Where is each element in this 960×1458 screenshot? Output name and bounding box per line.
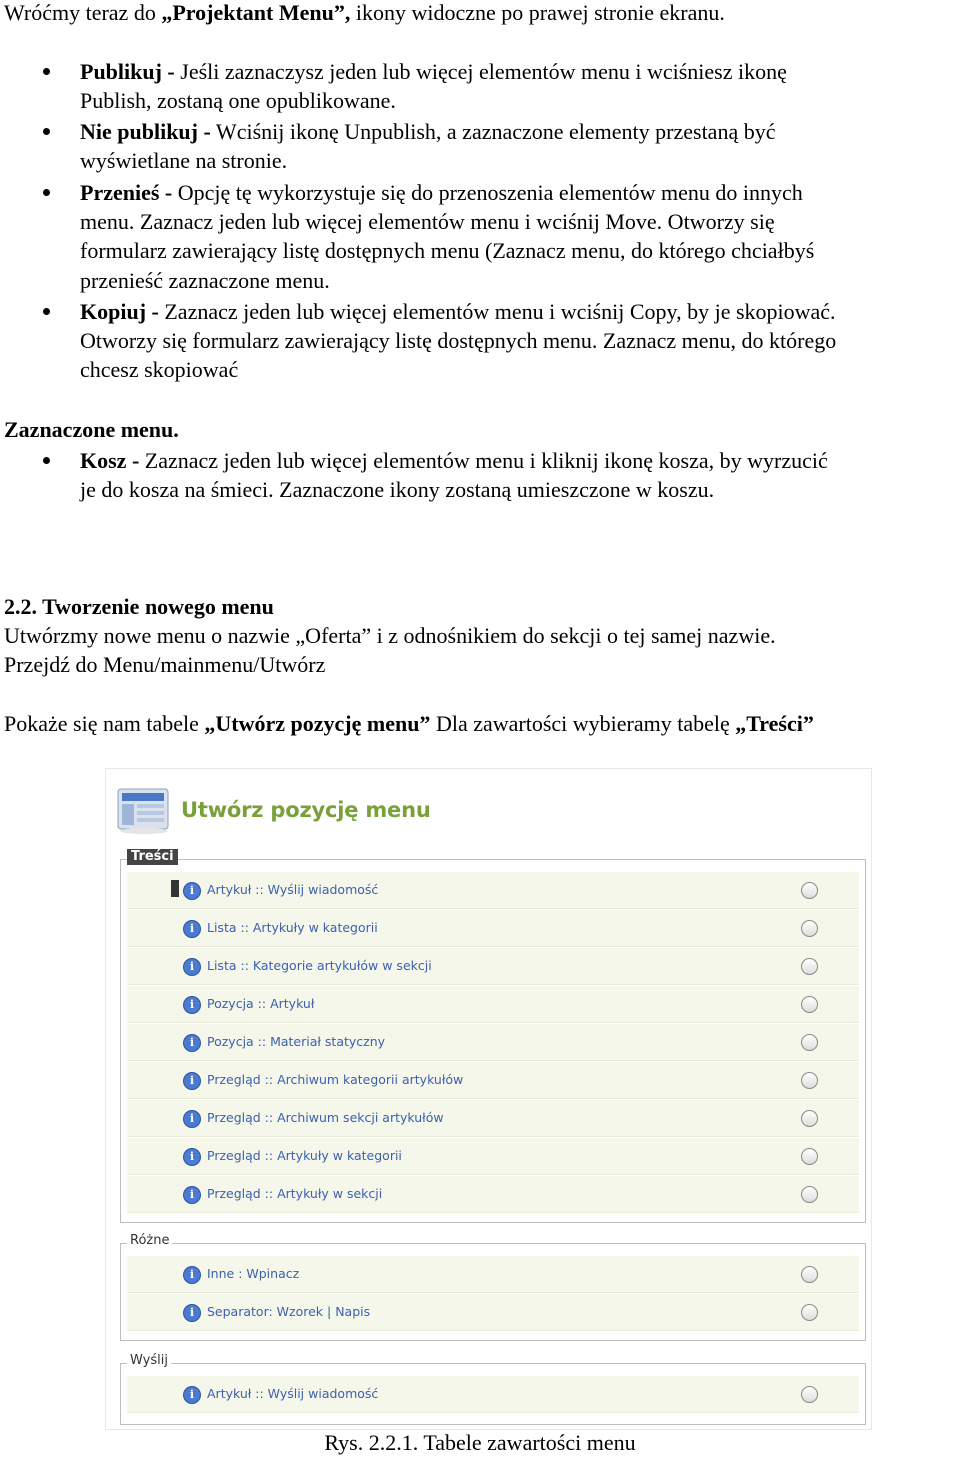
bullet-icon <box>43 128 50 135</box>
bullet-term: Kopiuj - <box>80 299 159 324</box>
list-item <box>80 446 828 476</box>
info-icon[interactable]: i <box>183 1148 201 1166</box>
bullet-icon <box>43 68 50 75</box>
select-radio[interactable] <box>801 882 818 899</box>
bullet-text: Zaznacz jeden lub więcej elementów menu i wciśnij Copy, by je skopiować. <box>158 299 836 324</box>
select-radio[interactable] <box>801 1266 818 1283</box>
bullet-text-line: przenieść zaznaczone menu. <box>80 268 330 293</box>
select-radio[interactable] <box>801 958 818 975</box>
select-radio[interactable] <box>801 1034 818 1051</box>
figure-caption: Rys. 2.2.1. Tabele zawartości menu <box>324 1430 636 1455</box>
bullet-icon <box>43 308 50 315</box>
group-wyslij <box>120 1353 866 1425</box>
line-bold: „Utwórz pozycję menu” <box>204 711 431 736</box>
info-icon[interactable]: i <box>183 1110 201 1128</box>
list-item <box>80 178 803 208</box>
select-radio[interactable] <box>801 1186 818 1203</box>
group-legend: Wyślij <box>127 1353 171 1369</box>
bullet-term: Przenieś - <box>80 180 173 205</box>
list-item <box>80 297 836 327</box>
select-radio[interactable] <box>801 1148 818 1165</box>
bullet-term: Publikuj - <box>80 59 175 84</box>
group-legend: Treści <box>127 849 178 865</box>
line-text: Dla zawartości wybieramy tabelę <box>430 711 736 736</box>
menu-type-link[interactable]: Inne : Wpinacz <box>207 1266 300 1281</box>
group-rozne <box>120 1233 866 1341</box>
info-icon[interactable]: i <box>183 1386 201 1404</box>
line-bold: „Treści” <box>735 711 814 736</box>
group-legend: Różne <box>127 1233 172 1249</box>
menu-type-row[interactable] <box>127 1062 859 1099</box>
section-heading: 2.2. Tworzenie nowego menu <box>4 594 274 619</box>
menu-type-link[interactable]: Przegląd :: Artykuły w sekcji <box>207 1186 383 1201</box>
menu-type-row[interactable] <box>127 1376 859 1413</box>
intro-line <box>4 0 725 28</box>
menu-type-link[interactable]: Artykuł :: Wyślij wiadomość <box>207 882 379 897</box>
select-radio[interactable] <box>801 1386 818 1403</box>
select-radio[interactable] <box>801 996 818 1013</box>
menu-type-row[interactable] <box>127 1024 859 1061</box>
group-tresci <box>120 849 866 1223</box>
info-icon[interactable]: i <box>183 920 201 938</box>
bullet-icon <box>43 457 50 464</box>
list-item <box>80 117 775 147</box>
info-icon[interactable]: i <box>183 1266 201 1284</box>
menu-type-row[interactable] <box>127 1176 859 1213</box>
bullet-term: Nie publikuj - <box>80 119 211 144</box>
menu-type-row[interactable] <box>127 910 859 947</box>
screenshot-header <box>106 769 871 847</box>
select-radio[interactable] <box>801 920 818 937</box>
bullet-text-line: chcesz skopiować <box>80 357 239 382</box>
bullet-text: Opcję tę wykorzystuje się do przenoszenia elementów menu do innych <box>172 180 803 205</box>
menu-type-link[interactable]: Pozycja :: Materiał statyczny <box>207 1034 386 1049</box>
menu-type-row[interactable] <box>127 1294 859 1331</box>
select-radio[interactable] <box>801 1072 818 1089</box>
menu-item-screenshot <box>105 768 872 1430</box>
cursor-marker <box>171 880 179 897</box>
menu-type-link[interactable]: Przegląd :: Archiwum kategorii artykułów <box>207 1072 464 1087</box>
menu-type-row[interactable] <box>127 1138 859 1175</box>
bullet-text: Zaznacz jeden lub więcej elementów menu i kliknij ikonę kosza, by wyrzucić <box>139 448 828 473</box>
bullet-text-line: Publish, zostaną one opublikowane. <box>80 88 396 113</box>
intro-bold: „Projektant Menu”, <box>161 0 351 25</box>
info-icon[interactable]: i <box>183 1304 201 1322</box>
menu-type-link[interactable]: Przegląd :: Archiwum sekcji artykułów <box>207 1110 444 1125</box>
bullet-text-line: menu. Zaznacz jeden lub więcej elementów menu i wciśnij Move. Otworzy się <box>80 209 775 234</box>
info-icon[interactable]: i <box>183 1186 201 1204</box>
menu-manager-icon <box>116 783 174 835</box>
list-item <box>80 57 787 87</box>
menu-type-row[interactable] <box>127 872 859 909</box>
menu-type-link[interactable]: Lista :: Kategorie artykułów w sekcji <box>207 958 432 973</box>
menu-type-link[interactable]: Lista :: Artykuły w kategorii <box>207 920 378 935</box>
menu-type-row[interactable] <box>127 1256 859 1293</box>
info-icon[interactable]: i <box>183 996 201 1014</box>
bullet-text: Jeśli zaznaczysz jeden lub więcej elementów menu i wciśniesz ikonę <box>174 59 787 84</box>
intro-suffix: ikony widoczne po prawej stronie ekranu. <box>350 0 725 25</box>
bullet-icon <box>43 189 50 196</box>
zaznaczone-heading: Zaznaczone menu. <box>4 417 179 442</box>
menu-type-link[interactable]: Przegląd :: Artykuły w kategorii <box>207 1148 402 1163</box>
line-text: Pokaże się nam tabele <box>4 711 205 736</box>
info-icon[interactable]: i <box>183 958 201 976</box>
info-icon[interactable]: i <box>183 1034 201 1052</box>
intro-text: Wróćmy teraz do <box>4 0 162 25</box>
bullet-text-line: formularz zawierający listę dostępnych menu (Zaznacz menu, do którego chciałbyś <box>80 238 815 263</box>
menu-type-link[interactable]: Separator: Wzorek | Napis <box>207 1304 371 1319</box>
bullet-term: Kosz - <box>80 448 140 473</box>
bullet-text-line: Otworzy się formularz zawierający listę dostępnych menu. Zaznacz menu, do którego <box>80 328 837 353</box>
menu-type-link[interactable]: Pozycja :: Artykuł <box>207 996 315 1011</box>
info-icon[interactable]: i <box>183 1072 201 1090</box>
menu-type-row[interactable] <box>127 986 859 1023</box>
menu-type-link[interactable]: Artykuł :: Wyślij wiadomość <box>207 1386 379 1401</box>
section-line: Utwórzmy nowe menu o nazwie „Oferta” i z odnośnikiem do sekcji o tej samej nazwie. <box>4 623 776 648</box>
menu-type-row[interactable] <box>127 1100 859 1137</box>
bullet-text: Wciśnij ikonę Unpublish, a zaznaczone elementy przestaną być <box>210 119 776 144</box>
select-radio[interactable] <box>801 1304 818 1321</box>
section-line: Przejdź do Menu/mainmenu/Utwórz <box>4 652 326 677</box>
screenshot-title: Utwórz pozycję menu <box>181 798 431 822</box>
select-radio[interactable] <box>801 1110 818 1127</box>
menu-type-row[interactable] <box>127 948 859 985</box>
bullet-text-line: je do kosza na śmieci. Zaznaczone ikony zostaną umieszczone w koszu. <box>80 477 715 502</box>
section-line <box>4 709 814 739</box>
bullet-text-line: wyświetlane na stronie. <box>80 148 288 173</box>
info-icon[interactable]: i <box>183 882 201 900</box>
